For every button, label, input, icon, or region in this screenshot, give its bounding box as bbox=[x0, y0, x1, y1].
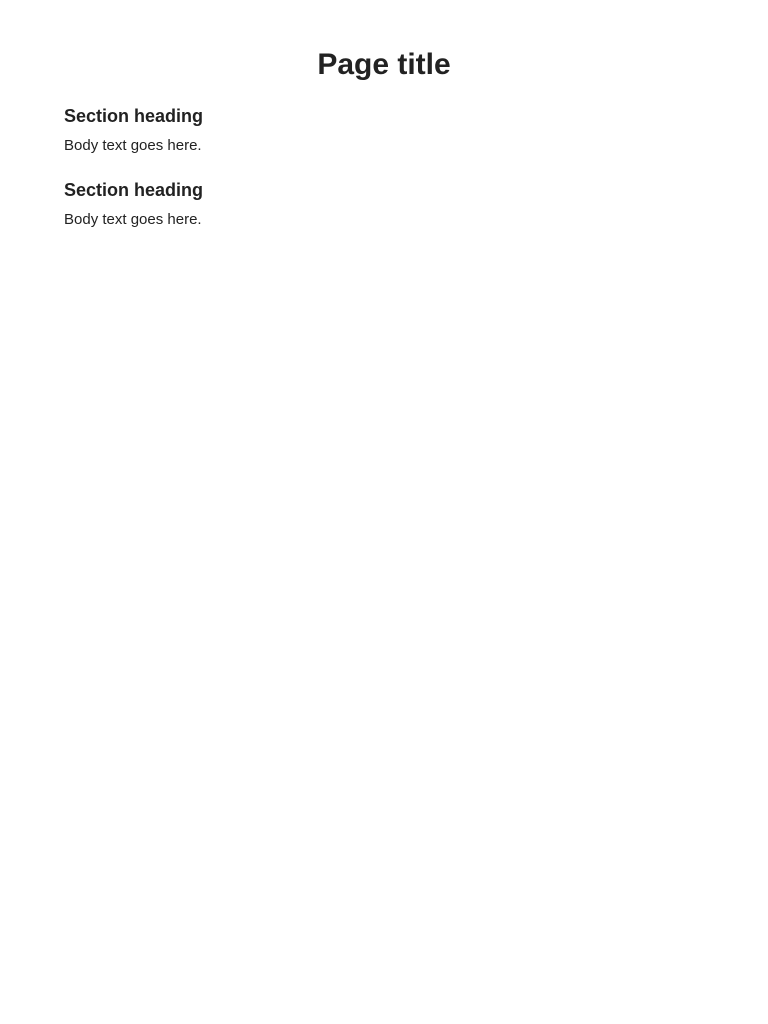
section-heading: Section heading bbox=[64, 106, 204, 126]
section-heading: Section heading bbox=[64, 180, 204, 200]
section-body: Body text goes here. bbox=[64, 211, 202, 228]
section-2 bbox=[64, 180, 704, 230]
page-title: Page title bbox=[317, 48, 451, 81]
section-body: Body text goes here. bbox=[64, 137, 202, 154]
section-1 bbox=[64, 106, 704, 156]
